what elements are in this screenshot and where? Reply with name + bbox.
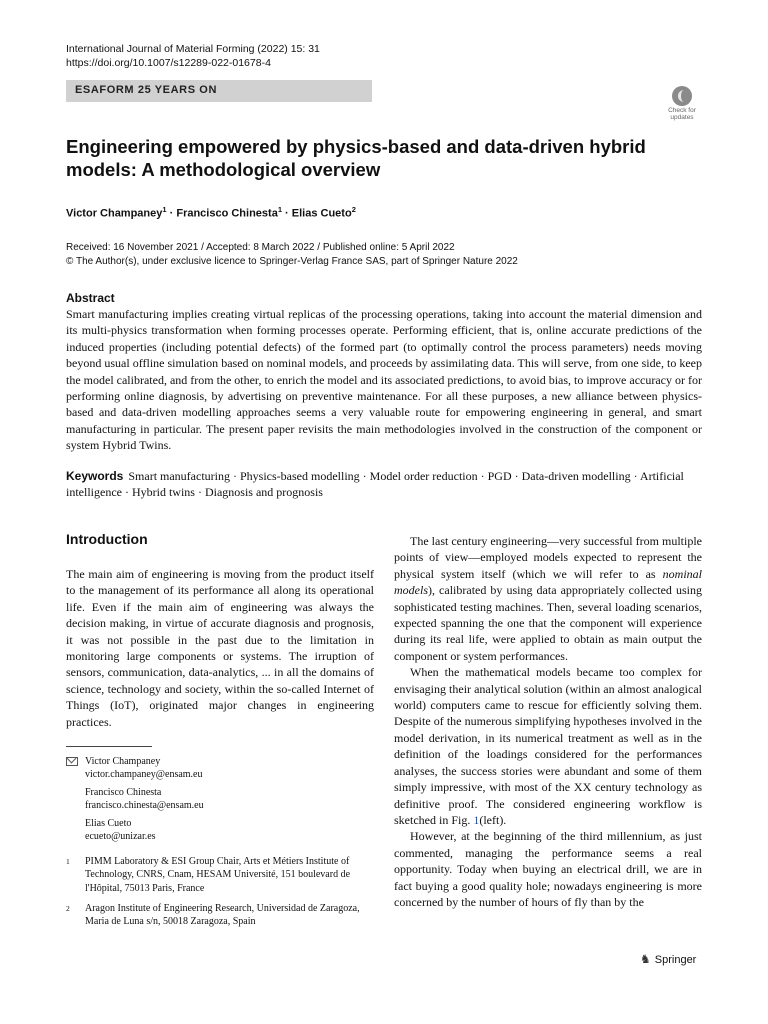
- author-affiliation-mark: 1: [277, 205, 282, 214]
- intro-paragraph: However, at the beginning of the third millennium, as just commented, managing the performance seems a real opportunity. Today when buying an electrical drill, we are in fact buying a good quality hole; nowadays engineering is more concerned by the number of hours of fly than by the: [394, 829, 702, 909]
- abstract-text: Smart manufacturing implies creating virtual replicas of the processing operations, taking into account the material dimension and its multi-physics transformation when forming processes operate. Performing efficient, that is, online accurate predictions of the induced properties (including potential defects) of the formed part (to optimally control the process parameters) needs moving beyond usual offline simulation based on nominal models, and proceeds by assimilating data. This will serve, from one side, to keep the model calibrated, and from the other, to enrich the model and its associated predictions, to avoid bias, to improve accuracy or for performing online diagnosis, by advertising on preventive maintenance. For all these purposes, a new alliance between physics-based and data-driven modelling approaches seems a very valuable route for empowering engineering in general, and smart manufacturing in particular. The present paper revisits the main methodologies involved in the construction of the component or system Hybrid Twins.: [66, 307, 702, 453]
- email-link[interactable]: ecueto@unizar.es: [85, 831, 156, 843]
- affiliation-text: PIMM Laboratory & ESI Group Chair, Arts et Métiers Institute of Technology, CNRS, Cnam, HESAM Université, 151 boulevard de l'Hôpital, 75013 Paris, France: [85, 856, 351, 894]
- author-affiliation-mark: 2: [351, 205, 356, 214]
- journal-header: [66, 42, 320, 70]
- email-link[interactable]: victor.champaney@ensam.eu: [85, 769, 203, 781]
- affiliation-number: 2: [66, 904, 70, 913]
- intro-right-column: [394, 533, 702, 910]
- contact-entry: Francisco Chinesta francisco.chinesta@ensam.eu: [85, 787, 204, 812]
- check-updates-label: Check for updates: [668, 107, 696, 121]
- contact-entry: Victor Champaney victor.champaney@ensam.eu: [85, 756, 203, 781]
- article-dates: [66, 241, 518, 269]
- keywords-list: Smart manufacturing · Physics-based modelling · Model order reduction · PGD · Data-driven modelling · Artificial intelligence · Hybrid twins · Diagnosis and prognosis: [66, 469, 684, 500]
- author-name: Francisco Chinesta: [176, 207, 278, 220]
- copyright-line: © The Author(s), under exclusive licence to Springer-Verlag France SAS, part of Springer Nature 2022: [66, 256, 518, 267]
- publication-history: Received: 16 November 2021 / Accepted: 8 March 2022 / Published online: 5 April 2022: [66, 242, 455, 253]
- springer-horse-icon: ♞: [640, 952, 651, 966]
- author-name: Elias Cueto: [291, 207, 352, 220]
- keywords: [66, 468, 702, 501]
- check-updates-icon: [672, 86, 692, 106]
- journal-citation: International Journal of Material Forming (2022) 15: 31: [66, 43, 320, 55]
- emphasis-nominal-models: nominal models: [394, 566, 702, 598]
- author-name: Victor Champaney: [66, 207, 163, 220]
- publisher-name: Springer: [654, 954, 697, 966]
- doi-link[interactable]: https://doi.org/10.1007/s12289-022-01678-4: [66, 57, 271, 69]
- check-for-updates-badge[interactable]: [662, 84, 702, 124]
- intro-paragraph: When the mathematical models became too complex for envisaging their analytical solution (within an almost analogical world) computers came to rescue for efficiently solving them. Despite of the numerous simplifying hypotheses involved in the model derivation, in its numerical treatment as well as in the definition of the loadings considered for the performances analyses, the success stories were abundant and some of them simply impressive, with most of the XX century technology as definitive proof. The considered engineering workflow is sketched in Fig. 1(left).: [394, 665, 702, 827]
- intro-paragraph-left: The main aim of engineering is moving from the product itself to the management of its performance all along its operational life. Even if the main aim of engineering was always the decision making, in virtue of accurate diagnosis and prognosis, it was not possible in the past due to the limitation in monitoring large components or systems. The irruption of sensors, communication, data-analytics, ... in all the domains of science, technology and society, within the so-called Internet of Things (IoT), originated major changes in engineering practices.: [66, 567, 374, 729]
- intro-paragraph: The last century engineering—very successful from multiple points of view—employed models expected to represent the physical system itself (which we will refer to as nominal models), calibrated by using data appropriately collected using sophisticated testing machines. Then, several loading scenarios, expected spanning the one that the component will experience during its real life, were applied to obtain as main output the component or system performances.: [394, 534, 702, 663]
- envelope-icon: [66, 757, 78, 766]
- abstract-heading: Abstract: [66, 291, 115, 305]
- email-link[interactable]: francisco.chinesta@ensam.eu: [85, 800, 204, 812]
- article-title: Engineering empowered by physics-based and data-driven hybrid models: A methodological overview: [66, 136, 646, 180]
- affiliation-number: 1: [66, 857, 70, 866]
- figure-reference-link[interactable]: 1: [473, 812, 480, 827]
- footnote-divider: [66, 746, 152, 747]
- author-affiliation-mark: 1: [162, 205, 167, 214]
- author-list: Victor Champaney$^1$ · Francisco Chinesta$^1$ · Elias Cueto$^2$: [66, 205, 356, 220]
- publisher-footer: [640, 952, 696, 966]
- section-banner: [66, 80, 372, 102]
- introduction-heading: Introduction: [66, 531, 148, 547]
- affiliation-text: Aragon Institute of Engineering Research, Universidad de Zaragoza, Maria de Luna s/n, 50018 Zaragoza, Spain: [85, 903, 360, 928]
- keywords-heading: Keywords: [66, 469, 124, 483]
- banner-label: ESAFORM 25 YEARS ON: [75, 84, 218, 96]
- contact-entry: Elias Cueto ecueto@unizar.es: [85, 818, 156, 843]
